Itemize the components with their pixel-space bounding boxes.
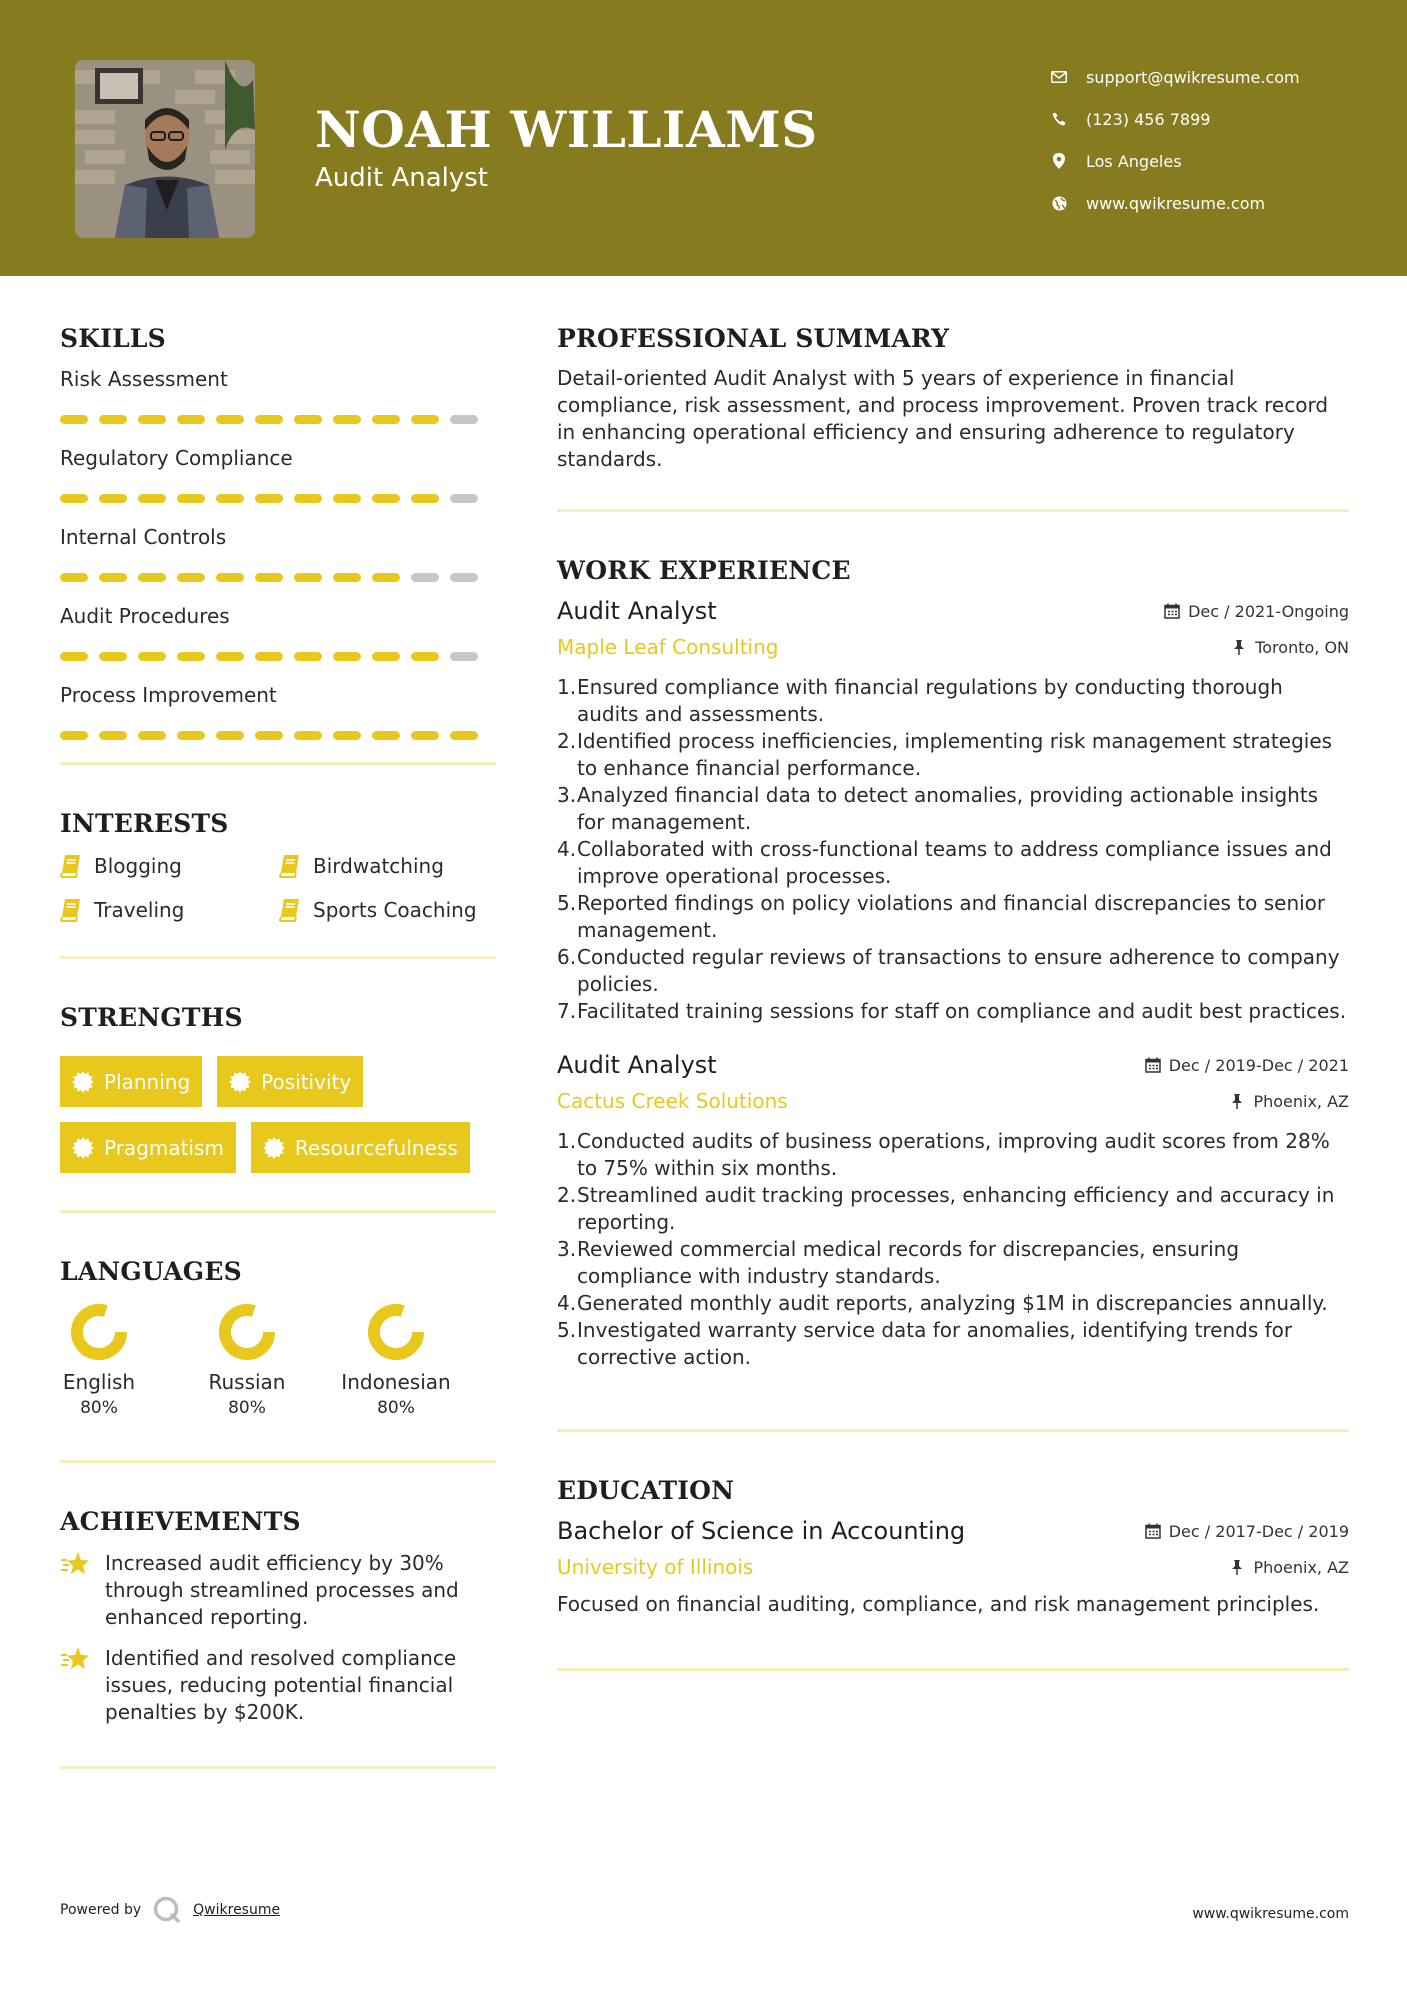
responsibility-item	[557, 728, 1349, 782]
achievement-text: Identified and resolved compliance issues, reducing potential financial penalties by $200K.	[105, 1646, 457, 1724]
skill-dot-filled	[372, 573, 400, 582]
calendar-icon	[1145, 1523, 1161, 1539]
language-ring	[69, 1302, 129, 1362]
responsibility-item	[557, 1128, 1349, 1182]
language-percent: 80%	[80, 1398, 118, 1418]
star-icon	[60, 1550, 90, 1578]
item-number: 5.	[557, 1318, 577, 1342]
education-location	[1229, 1558, 1349, 1577]
education-location-text: Phoenix, AZ	[1253, 1557, 1349, 1577]
interest-label: Birdwatching	[313, 854, 444, 878]
item-number: 1.	[557, 1129, 577, 1153]
responsibility-item	[557, 1317, 1349, 1371]
skill-dot-filled	[333, 731, 361, 740]
skill-dot-filled	[450, 731, 478, 740]
calendar-icon	[1164, 603, 1180, 619]
strength-tag	[60, 1056, 202, 1107]
achievements-section	[60, 1507, 496, 1726]
interest-item	[279, 854, 496, 878]
skill-dot-filled	[99, 415, 127, 424]
language-item	[208, 1302, 286, 1418]
achievement-item	[60, 1550, 496, 1631]
job-date-text: Dec / 2021-Ongoing	[1188, 601, 1349, 621]
skill-dot-filled	[216, 652, 244, 661]
contact-phone-text: (123) 456 7899	[1086, 109, 1211, 129]
responsibility-text: Streamlined audit tracking processes, enhancing efficiency and accuracy in reporting.	[577, 1183, 1335, 1234]
strengths-heading: STRENGTHS	[60, 1003, 243, 1032]
skill-dot-filled	[372, 652, 400, 661]
skill-rating	[60, 415, 496, 424]
skill-dot-filled	[60, 731, 88, 740]
resume-header	[0, 0, 1407, 276]
skill-dot-filled	[255, 731, 283, 740]
language-percent: 80%	[377, 1398, 415, 1418]
skill-dot-empty	[450, 652, 478, 661]
summary-heading: PROFESSIONAL SUMMARY	[557, 324, 950, 353]
interests-list	[60, 854, 496, 922]
achievement-item	[60, 1645, 496, 1726]
responsibility-item	[557, 890, 1349, 944]
left-column	[60, 276, 496, 1769]
skill-dot-filled	[372, 494, 400, 503]
skill-name: Process Improvement	[60, 683, 277, 707]
skills-list	[60, 367, 496, 740]
envelope-icon	[1050, 68, 1068, 86]
skill-dot-filled	[216, 731, 244, 740]
skill-dot-filled	[333, 652, 361, 661]
contact-website[interactable]	[1050, 182, 1390, 224]
responsibility-text: Collaborated with cross-functional teams to address compliance issues and improve operational processes.	[577, 837, 1332, 888]
skill-dot-filled	[138, 731, 166, 740]
skill-dot-filled	[333, 573, 361, 582]
responsibility-text: Reported findings on policy violations and financial discrepancies to senior management.	[577, 891, 1326, 942]
badge-icon	[72, 1137, 94, 1159]
responsibility-text: Conducted regular reviews of transactions to ensure adherence to company policies.	[577, 945, 1340, 996]
pushpin-icon	[1229, 1093, 1245, 1109]
qwikresume-link[interactable]: Qwikresume	[193, 1902, 281, 1918]
responsibility-item	[557, 836, 1349, 890]
responsibility-text: Ensured compliance with financial regulations by conducting thorough audits and assessments.	[577, 675, 1283, 726]
skill-dot-filled	[294, 652, 322, 661]
education-date-text: Dec / 2017-Dec / 2019	[1168, 1521, 1349, 1541]
job-date	[1164, 602, 1349, 621]
responsibility-item	[557, 998, 1349, 1025]
book-icon	[279, 854, 301, 878]
languages-list	[60, 1302, 496, 1418]
contact-website-text: www.qwikresume.com	[1086, 193, 1266, 213]
right-column	[557, 276, 1349, 1671]
skill-dot-filled	[411, 652, 439, 661]
skill-rating	[60, 494, 496, 503]
qwikresume-logo-icon	[153, 1896, 181, 1924]
book-icon	[60, 898, 82, 922]
skill-dot-filled	[216, 573, 244, 582]
job-date-text: Dec / 2019-Dec / 2021	[1168, 1055, 1349, 1075]
skill-rating	[60, 652, 496, 661]
skill-dot-filled	[138, 494, 166, 503]
language-name: Indonesian	[341, 1370, 451, 1394]
skill-dot-filled	[99, 731, 127, 740]
job-responsibilities	[557, 674, 1349, 1025]
interests-section	[60, 809, 496, 922]
interest-item	[279, 898, 496, 922]
footer-branding	[60, 1896, 280, 1924]
strength-tag	[60, 1122, 236, 1173]
education-date	[1145, 1522, 1349, 1541]
skill-dot-filled	[177, 573, 205, 582]
calendar-icon	[1145, 1057, 1161, 1073]
skill-dot-filled	[60, 415, 88, 424]
strength-label: Planning	[104, 1069, 191, 1094]
strength-tag	[251, 1122, 470, 1173]
responsibility-text: Reviewed commercial medical records for discrepancies, ensuring compliance with industry standards.	[577, 1237, 1240, 1288]
job-location	[1229, 1092, 1349, 1111]
company-name: Cactus Creek Solutions	[557, 1089, 788, 1113]
experience-section	[557, 556, 1349, 1371]
languages-section	[60, 1257, 496, 1418]
job-title: Audit Analyst	[557, 597, 717, 625]
skill-dot-empty	[411, 573, 439, 582]
responsibility-text: Investigated warranty service data for anomalies, identifying trends for corrective action.	[577, 1318, 1293, 1369]
skill-dot-filled	[411, 731, 439, 740]
candidate-name: NOAH WILLIAMS	[315, 100, 818, 159]
interest-label: Blogging	[94, 854, 182, 878]
skill-dot-filled	[138, 573, 166, 582]
job-location-text: Toronto, ON	[1255, 637, 1349, 657]
job-location	[1231, 638, 1349, 657]
responsibility-text: Identified process inefficiencies, implementing risk management strategies to enhance financial performance.	[577, 729, 1333, 780]
item-number: 3.	[557, 1237, 577, 1261]
responsibility-item	[557, 1182, 1349, 1236]
globe-icon	[1050, 194, 1068, 212]
contact-email[interactable]	[1050, 56, 1390, 98]
skill-dot-filled	[255, 415, 283, 424]
skill-dot-filled	[138, 652, 166, 661]
skill-dot-filled	[294, 573, 322, 582]
responsibility-text: Analyzed financial data to detect anomalies, providing actionable insights for management.	[577, 783, 1319, 834]
interest-label: Traveling	[94, 898, 185, 922]
item-number: 3.	[557, 783, 577, 807]
section-divider	[557, 509, 1349, 512]
skill-rating	[60, 731, 496, 740]
education-heading: EDUCATION	[557, 1476, 735, 1505]
skill-dot-filled	[177, 652, 205, 661]
pushpin-icon	[1229, 1559, 1245, 1575]
badge-icon	[263, 1137, 285, 1159]
contact-location	[1050, 140, 1390, 182]
achievements-heading: ACHIEVEMENTS	[60, 1507, 301, 1536]
skill-dot-filled	[333, 415, 361, 424]
skill-dot-filled	[99, 652, 127, 661]
profile-photo	[75, 60, 255, 238]
contact-list	[1050, 56, 1390, 224]
item-number: 2.	[557, 729, 577, 753]
skill-dot-empty	[450, 415, 478, 424]
language-item	[60, 1302, 138, 1418]
section-divider	[60, 1210, 496, 1213]
strength-tag	[217, 1056, 363, 1107]
job-entry	[557, 1051, 1349, 1371]
skill-dot-filled	[294, 494, 322, 503]
phone-icon	[1050, 110, 1068, 128]
candidate-title: Audit Analyst	[315, 163, 488, 193]
skill-dot-filled	[60, 652, 88, 661]
strength-label: Pragmatism	[104, 1135, 224, 1160]
section-divider	[60, 1766, 496, 1769]
company-name: Maple Leaf Consulting	[557, 635, 779, 659]
section-divider	[60, 956, 496, 959]
degree-title: Bachelor of Science in Accounting	[557, 1517, 966, 1545]
skill-dot-filled	[177, 415, 205, 424]
item-number: 4.	[557, 837, 577, 861]
skill-dot-filled	[333, 494, 361, 503]
skill-name: Risk Assessment	[60, 367, 228, 391]
skill-dot-filled	[99, 494, 127, 503]
strengths-list	[60, 1056, 496, 1188]
skills-heading: SKILLS	[60, 324, 166, 353]
education-section	[557, 1476, 1349, 1618]
job-title: Audit Analyst	[557, 1051, 717, 1079]
job-header	[557, 597, 1349, 625]
skills-section	[60, 324, 496, 740]
skill-dot-filled	[411, 494, 439, 503]
school-name: University of Illinois	[557, 1555, 754, 1579]
job-responsibilities	[557, 1128, 1349, 1371]
responsibility-item	[557, 944, 1349, 998]
interests-heading: INTERESTS	[60, 809, 229, 838]
language-item	[336, 1302, 456, 1418]
interest-label: Sports Coaching	[313, 898, 477, 922]
skill-dot-filled	[216, 415, 244, 424]
education-header	[557, 1517, 1349, 1545]
job-subheader	[557, 1089, 1349, 1113]
responsibility-item	[557, 1236, 1349, 1290]
skill-dot-filled	[255, 573, 283, 582]
pushpin-icon	[1231, 639, 1247, 655]
skill-dot-empty	[450, 494, 478, 503]
skill-dot-filled	[60, 494, 88, 503]
responsibility-text: Generated monthly audit reports, analyzing $1M in discrepancies annually.	[577, 1291, 1328, 1315]
skill-dot-filled	[294, 731, 322, 740]
responsibility-item	[557, 782, 1349, 836]
job-date	[1145, 1056, 1349, 1075]
language-ring	[366, 1302, 426, 1362]
experience-heading: WORK EXPERIENCE	[557, 556, 851, 585]
job-entry	[557, 597, 1349, 1025]
skill-dot-filled	[177, 731, 205, 740]
skill-name: Audit Procedures	[60, 604, 230, 628]
education-subheader	[557, 1555, 1349, 1579]
responsibility-item	[557, 1290, 1349, 1317]
language-name: Russian	[208, 1370, 286, 1394]
interest-item	[60, 898, 279, 922]
language-percent: 80%	[228, 1398, 266, 1418]
job-header	[557, 1051, 1349, 1079]
education-text: Focused on financial auditing, compliance, and risk management principles.	[557, 1592, 1320, 1616]
item-number: 5.	[557, 891, 577, 915]
book-icon	[60, 854, 82, 878]
skill-dot-filled	[294, 415, 322, 424]
job-location-text: Phoenix, AZ	[1253, 1091, 1349, 1111]
item-number: 2.	[557, 1183, 577, 1207]
section-divider	[60, 762, 496, 765]
achievement-text: Increased audit efficiency by 30% through streamlined processes and enhanced reporting.	[105, 1551, 459, 1629]
item-number: 4.	[557, 1291, 577, 1315]
badge-icon	[229, 1071, 251, 1093]
item-number: 7.	[557, 999, 577, 1023]
star-icon	[60, 1645, 90, 1673]
skill-dot-filled	[372, 415, 400, 424]
skill-name: Internal Controls	[60, 525, 227, 549]
skill-dot-filled	[372, 731, 400, 740]
skill-dot-filled	[138, 415, 166, 424]
section-divider	[557, 1429, 1349, 1432]
language-ring	[217, 1302, 277, 1362]
skill-dot-filled	[60, 573, 88, 582]
responsibility-item	[557, 674, 1349, 728]
skill-name: Regulatory Compliance	[60, 446, 293, 470]
skill-rating	[60, 573, 496, 582]
responsibility-text: Facilitated training sessions for staff on compliance and audit best practices.	[577, 999, 1347, 1023]
section-divider	[557, 1668, 1349, 1671]
responsibility-text: Conducted audits of business operations, improving audit scores from 28% to 75% within six months.	[577, 1129, 1330, 1180]
strength-label: Resourcefulness	[294, 1135, 458, 1160]
powered-by-text: Powered by	[60, 1902, 142, 1918]
badge-icon	[72, 1071, 94, 1093]
skill-dot-filled	[216, 494, 244, 503]
item-number: 1.	[557, 675, 577, 699]
contact-phone[interactable]	[1050, 98, 1390, 140]
book-icon	[279, 898, 301, 922]
location-pin-icon	[1050, 152, 1068, 170]
contact-location-text: Los Angeles	[1086, 151, 1182, 171]
skill-dot-filled	[411, 415, 439, 424]
job-subheader	[557, 635, 1349, 659]
item-number: 6.	[557, 945, 577, 969]
language-name: English	[62, 1370, 136, 1394]
strength-label: Positivity	[261, 1069, 352, 1094]
footer-website[interactable]: www.qwikresume.com	[1192, 1906, 1349, 1922]
interest-item	[60, 854, 279, 878]
contact-email-text: support@qwikresume.com	[1086, 67, 1300, 87]
summary-section	[557, 324, 1349, 473]
section-divider	[60, 1460, 496, 1463]
languages-heading: LANGUAGES	[60, 1257, 242, 1286]
skill-dot-filled	[255, 652, 283, 661]
skill-dot-filled	[255, 494, 283, 503]
skill-dot-filled	[177, 494, 205, 503]
skill-dot-filled	[99, 573, 127, 582]
strengths-section	[60, 1003, 496, 1188]
skill-dot-empty	[450, 573, 478, 582]
summary-text: Detail-oriented Audit Analyst with 5 years of experience in financial compliance, risk assessment, and process improvement. Proven track record in enhancing operational efficiency and ensuring adherence to regulatory standards.	[557, 366, 1329, 471]
